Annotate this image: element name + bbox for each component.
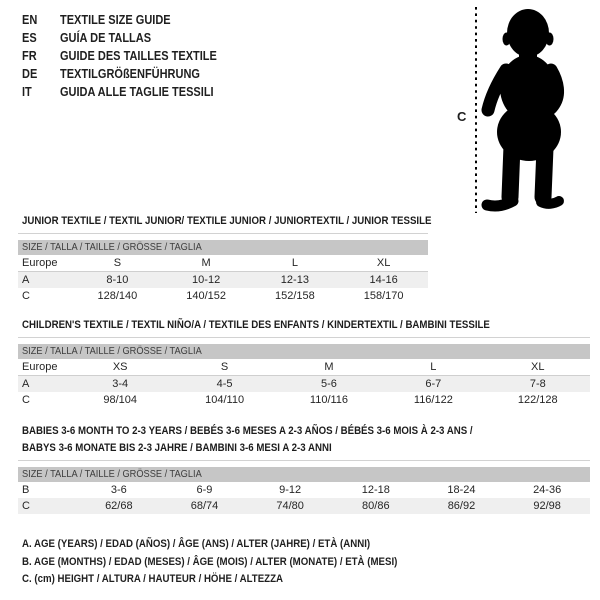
table-cell: 128/140 bbox=[97, 290, 138, 302]
language-code: ES bbox=[22, 31, 37, 45]
row-label: C bbox=[22, 290, 30, 302]
list-item bbox=[22, 65, 238, 83]
baby-figure bbox=[440, 0, 600, 220]
language-guide-list bbox=[22, 11, 238, 101]
table-cell: 62/68 bbox=[76, 498, 162, 514]
row-label: A bbox=[18, 272, 73, 289]
language-code: DE bbox=[22, 67, 38, 81]
table-row bbox=[18, 482, 590, 498]
list-item bbox=[22, 11, 238, 29]
language-guide-title: GUIDA ALLE TAGLIE TESSILI bbox=[60, 85, 214, 99]
table-cell: 18-24 bbox=[447, 484, 476, 496]
table-cell: 68/74 bbox=[162, 498, 248, 514]
children-section-title: CHILDREN'S TEXTILE / TEXTIL NIÑO/A / TEXTILE DES ENFANTS / KINDERTEXTIL / BAMBINI TESSILE bbox=[22, 319, 490, 331]
table-cell: 74/80 bbox=[247, 498, 333, 514]
table-row bbox=[18, 359, 590, 376]
table-cell: 110/116 bbox=[309, 394, 349, 406]
babies-section-title-line1: BABIES 3-6 MONTH TO 2-3 YEARS / BEBÉS 3-6 MESES A 2-3 AÑOS / BÉBÉS 3-6 MOIS À 2-3 ANS / bbox=[22, 425, 473, 437]
legend-line-a: A. AGE (YEARS) / EDAD (AÑOS) / ÂGE (ANS) / ALTER (JAHRE) / ETÀ (ANNI) bbox=[22, 538, 371, 550]
table-cell: 24-36 bbox=[533, 484, 562, 496]
table-cell: 5-6 bbox=[277, 376, 381, 393]
row-label: Europe bbox=[18, 359, 68, 376]
table-cell: 104/110 bbox=[205, 394, 245, 406]
table-row bbox=[18, 498, 590, 514]
table-cell: 98/104 bbox=[103, 394, 138, 406]
table-cell: 158/170 bbox=[363, 290, 404, 302]
babies-section-title-line2: BABYS 3-6 MONATE BIS 2-3 JAHRE / BAMBINI 3-6 MESI A 2-3 ANNI bbox=[22, 442, 332, 454]
language-guide-title: TEXTILGRÖßENFÜHRUNG bbox=[60, 67, 200, 81]
language-code: FR bbox=[22, 49, 37, 63]
table-cell: XS bbox=[68, 359, 172, 376]
table-cell: 12-18 bbox=[361, 484, 390, 496]
table-cell: 80/86 bbox=[333, 498, 419, 514]
row-label: B bbox=[22, 484, 30, 496]
babies-size-table bbox=[18, 482, 590, 514]
row-label: C bbox=[18, 498, 76, 514]
row-label: C bbox=[22, 394, 30, 406]
table-cell: L bbox=[251, 255, 340, 272]
junior-size-table bbox=[18, 255, 428, 304]
table-cell: S bbox=[172, 359, 276, 376]
table-cell: 122/128 bbox=[517, 394, 558, 406]
list-item bbox=[22, 47, 238, 65]
table-cell: 116/122 bbox=[413, 394, 453, 406]
list-item bbox=[22, 83, 238, 101]
children-size-table bbox=[18, 359, 590, 408]
children-textile-section bbox=[18, 317, 590, 408]
table-cell: 6-9 bbox=[196, 484, 213, 496]
table-cell: 8-10 bbox=[73, 272, 162, 289]
table-cell: 3-6 bbox=[110, 484, 127, 496]
table-cell: 10-12 bbox=[162, 272, 251, 289]
language-code: IT bbox=[22, 85, 32, 99]
table-cell: 4-5 bbox=[172, 376, 276, 393]
table-cell: XL bbox=[486, 359, 590, 376]
size-header-bar: SIZE / TALLA / TAILLE / GRÖSSE / TAGLIA bbox=[18, 240, 428, 255]
height-measure-label: C bbox=[457, 109, 467, 124]
size-header-bar: SIZE / TALLA / TAILLE / GRÖSSE / TAGLIA bbox=[18, 467, 590, 482]
table-cell: 6-7 bbox=[381, 376, 485, 393]
table-row bbox=[18, 288, 428, 304]
row-label: A bbox=[18, 376, 68, 393]
table-cell: L bbox=[381, 359, 485, 376]
legend-line-b: B. AGE (MONTHS) / EDAD (MESES) / ÂGE (MOIS) / ALTER (MONATE) / ETÀ (MESI) bbox=[22, 555, 398, 568]
table-cell: 14-16 bbox=[339, 272, 428, 289]
language-guide-title: TEXTILE SIZE GUIDE bbox=[60, 13, 171, 27]
babies-textile-section bbox=[18, 423, 590, 514]
junior-size-table-block bbox=[18, 233, 428, 304]
language-guide-title: GUÍA DE TALLAS bbox=[60, 31, 152, 45]
table-cell: 140/152 bbox=[186, 290, 226, 302]
table-cell: M bbox=[162, 255, 251, 272]
table-row bbox=[18, 272, 428, 289]
table-row bbox=[18, 376, 590, 393]
table-row bbox=[18, 255, 428, 272]
size-header-bar: SIZE / TALLA / TAILLE / GRÖSSE / TAGLIA bbox=[18, 344, 590, 359]
table-cell: M bbox=[277, 359, 381, 376]
babies-size-table-block bbox=[18, 460, 590, 514]
row-label: Europe bbox=[18, 255, 73, 272]
table-row bbox=[18, 392, 590, 408]
table-cell: 7-8 bbox=[486, 376, 590, 393]
legend-line-c: C. (cm) HEIGHT / ALTURA / HAUTEUR / HÖHE / ALTEZZA bbox=[22, 573, 284, 585]
table-cell: 152/158 bbox=[274, 290, 315, 302]
list-item bbox=[22, 29, 238, 47]
table-cell: 12-13 bbox=[251, 272, 340, 289]
table-cell: 9-12 bbox=[279, 484, 302, 496]
junior-section-title: JUNIOR TEXTILE / TEXTIL JUNIOR/ TEXTILE JUNIOR / JUNIORTEXTIL / JUNIOR TESSILE bbox=[22, 215, 432, 227]
table-cell: 92/98 bbox=[504, 498, 590, 514]
baby-silhouette-icon bbox=[487, 9, 561, 206]
measure-legend bbox=[22, 536, 449, 589]
language-guide-title: GUIDE DES TAILLES TEXTILE bbox=[60, 49, 217, 63]
junior-textile-section bbox=[18, 213, 432, 304]
language-code: EN bbox=[22, 13, 38, 27]
table-cell: XL bbox=[339, 255, 428, 272]
table-cell: S bbox=[73, 255, 162, 272]
table-cell: 86/92 bbox=[419, 498, 505, 514]
table-cell: 3-4 bbox=[68, 376, 172, 393]
children-size-table-block bbox=[18, 337, 590, 408]
